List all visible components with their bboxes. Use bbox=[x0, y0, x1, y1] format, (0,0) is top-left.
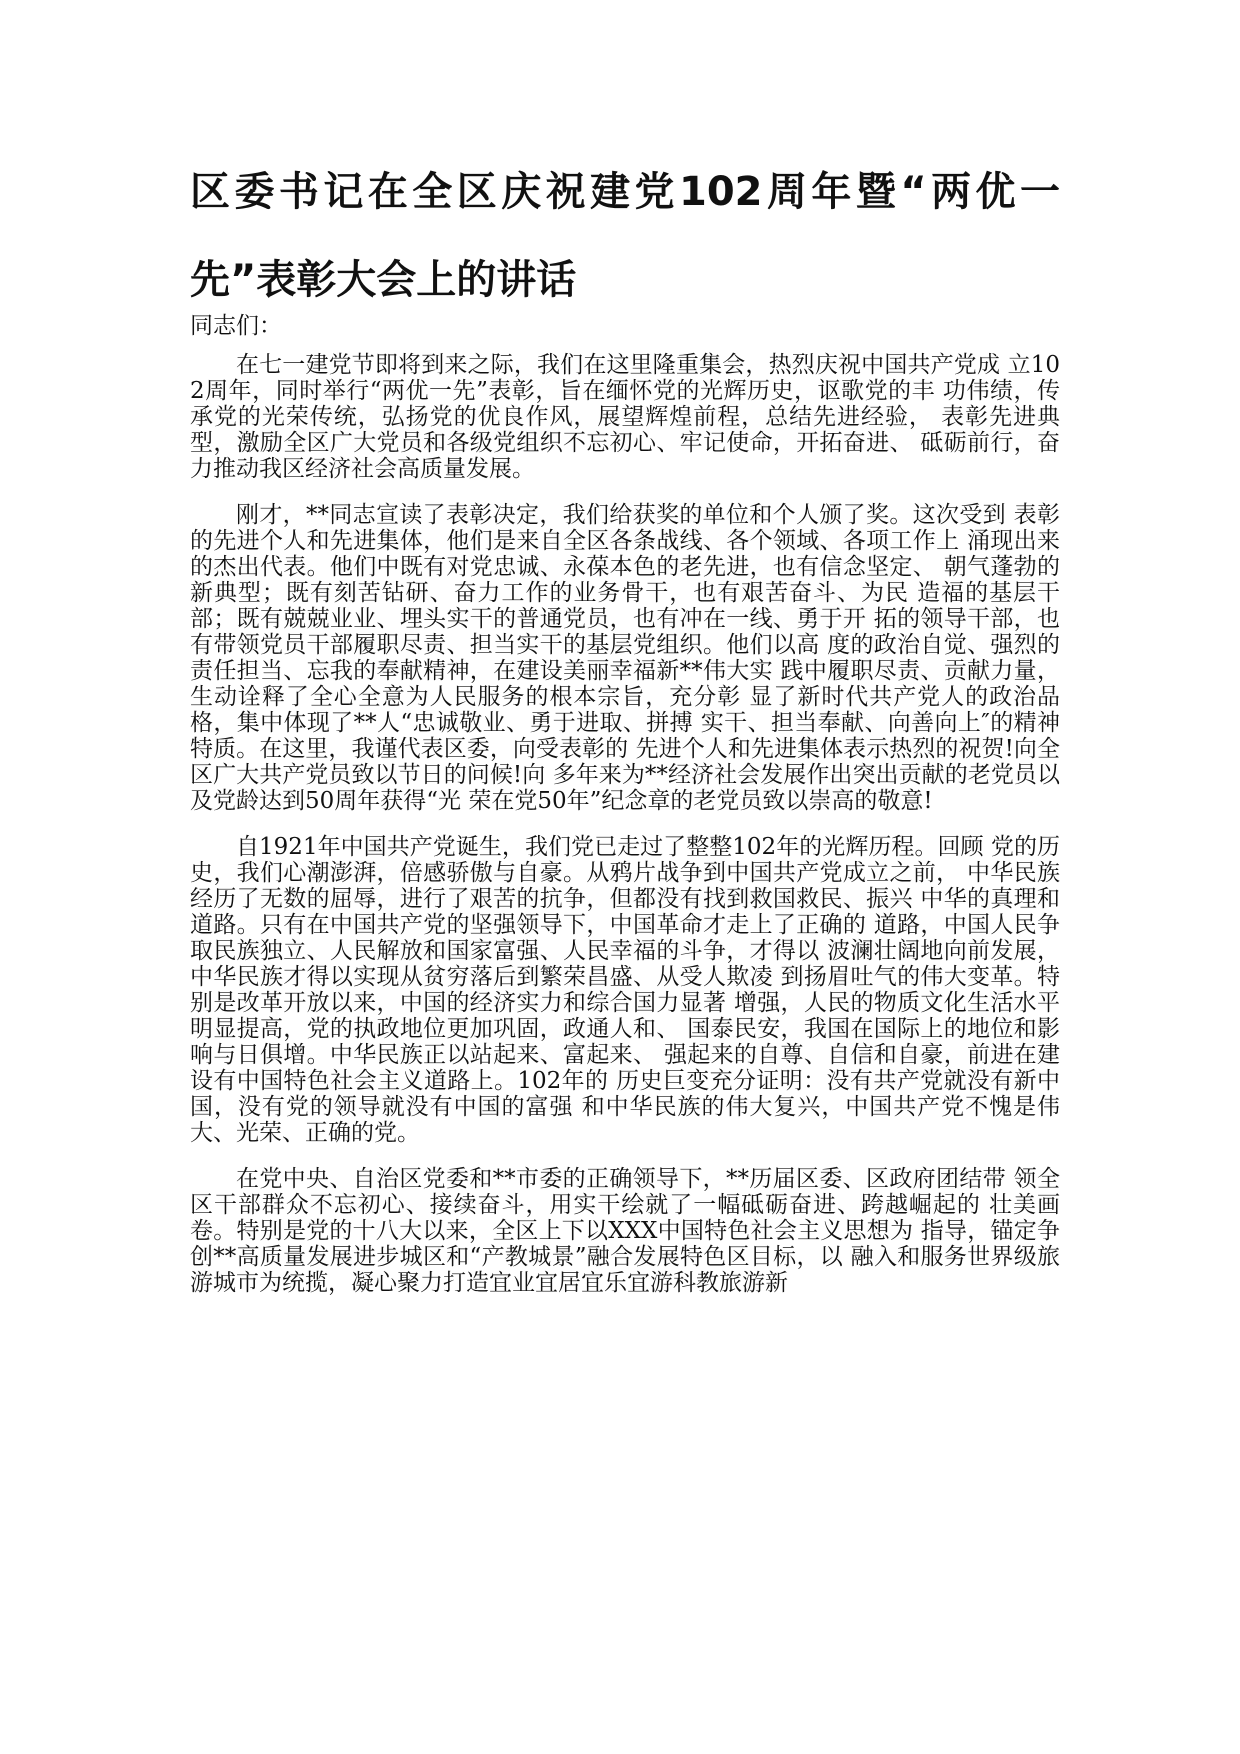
paragraph-4: 在党中央、自治区党委和**市委的正确领导下，**历届区委、区政府团结带 领全区干部群众不忘初心、接续奋斗，用实干绘就了一幅砥砺奋进、跨越崛起的 壮美画卷。特别是党的十八大以来，全区上下以XXX中国特色社会主义思想为 指导，锚定争创**高质量发展进步城区和“产教城景”融合发展特色区目标，以 融入和服务世界级旅游城市为统揽，凝心聚力打造宜业宜居宜乐宜游科教旅游新 bbox=[190, 1166, 1060, 1296]
document-title: 区委书记在全区庆祝建党102周年暨“两优一先”表彰大会上的讲话 bbox=[190, 169, 1060, 303]
paragraph-2: 刚才，**同志宣读了表彰决定，我们给获奖的单位和个人颁了奖。这次受到 表彰的先进个人和先进集体，他们是来自全区各条战线、各个领域、各项工作上 涌现出来的杰出代表。他们中既有对党忠诚、永葆本色的老先进，也有信念坚定、 朝气蓬勃的新典型；既有刻苦钻研、奋力工作的业务骨干，也有艰苦奋斗、为民 造福的基层干部；既有兢兢业业、埋头实干的普通党员，也有冲在一线、勇于开 拓的领导干部，也有带领党员干部履职尽责、担当实干的基层党组织。他们以高 度的政治自觉、强烈的责任担当、忘我的奉献精神，在建设美丽幸福新**伟大实 践中履职尽责、贡献力量，生动诠释了全心全意为人民服务的根本宗旨，充分彰 显了新时代共产党人的政治品格，集中体现了**人“忠诚敬业、勇于进取、拼搏 实干、担当奉献、向善向上″的精神特质。在这里，我谨代表区委，向受表彰的 先进个人和先进集体表示热烈的祝贺!向全区广大共产党员致以节日的问候!向 多年来为**经济社会发展作出突出贡献的老党员以及党龄达到50周年获得“光 荣在党50年”纪念章的老党员致以崇高的敬意! bbox=[190, 502, 1060, 814]
document-body bbox=[190, 352, 1060, 1316]
paragraph-1: 在七一建党节即将到来之际，我们在这里隆重集会，热烈庆祝中国共产党成 立102周年，同时举行“两优一先”表彰，旨在缅怀党的光辉历史，讴歌党的丰 功伟绩，传承党的光荣传统，弘扬党的优良作风，展望辉煌前程，总结先进经验， 表彰先进典型，激励全区广大党员和各级党组织不忘初心、牢记使命，开拓奋进、 砥砺前行，奋力推动我区经济社会高质量发展。 bbox=[190, 352, 1060, 482]
paragraph-3: 自1921年中国共产党诞生，我们党已走过了整整102年的光辉历程。回顾 党的历史，我们心潮澎湃，倍感骄傲与自豪。从鸦片战争到中国共产党成立之前， 中华民族经历了无数的屈辱，进行了艰苦的抗争，但都没有找到救国救民、振兴 中华的真理和道路。只有在中国共产党的坚强领导下，中国革命才走上了正确的 道路，中国人民争取民族独立、人民解放和国家富强、人民幸福的斗争，才得以 波澜壮阔地向前发展，中华民族才得以实现从贫穷落后到繁荣昌盛、从受人欺凌 到扬眉吐气的伟大变革。特别是改革开放以来，中国的经济实力和综合国力显著 增强，人民的物质文化生活水平明显提高，党的执政地位更加巩固，政通人和、 国泰民安，我国在国际上的地位和影响与日俱增。中华民族正以站起来、富起来、 强起来的自尊、自信和自豪，前进在建设有中国特色社会主义道路上。102年的 历史巨变充分证明：没有共产党就没有新中国，没有党的领导就没有中国的富强 和中华民族的伟大复兴，中国共产党不愧是伟大、光荣、正确的党。 bbox=[190, 834, 1060, 1146]
salutation: 同志们： bbox=[190, 313, 282, 339]
